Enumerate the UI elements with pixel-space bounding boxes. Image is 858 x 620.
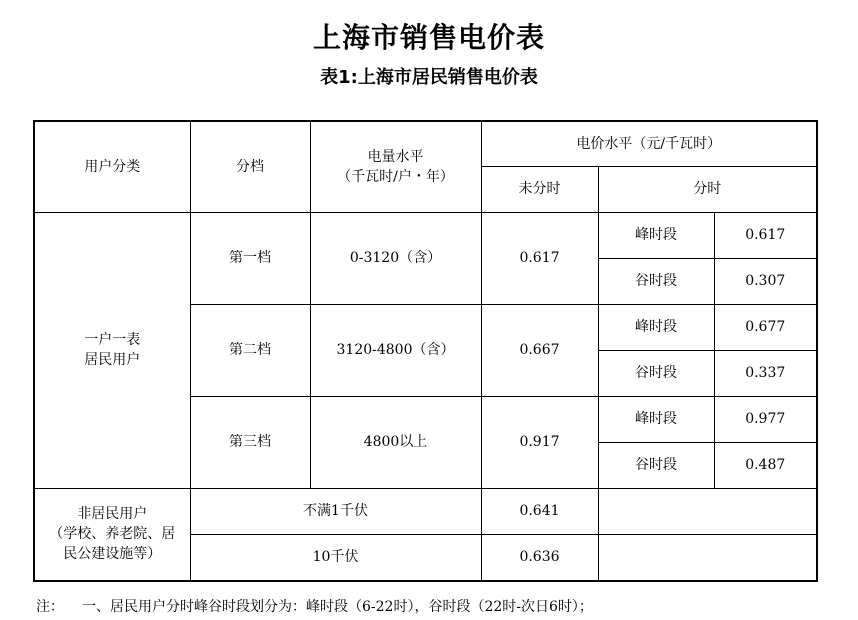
table-row	[34, 212, 817, 258]
non-residential-label-line2: （学校、养老院、居	[49, 526, 176, 543]
tier-flat-price: 0.667	[481, 304, 598, 396]
header-user-category: 用户分类	[34, 121, 190, 212]
footnote	[36, 596, 593, 616]
capacity-label: 不满1千伏	[190, 488, 481, 534]
tier-name: 第三档	[190, 396, 310, 488]
header-usage	[310, 121, 481, 212]
header-usage-line1: 电量水平	[367, 148, 424, 165]
valley-label: 谷时段	[598, 442, 714, 488]
footnote-text: 一、居民用户分时峰谷时段划分为：峰时段（6-22时），谷时段（22时-次日6时）；	[82, 599, 593, 615]
tier-range: 4800以上	[310, 396, 481, 488]
header-usage-line2: （千瓦时/户・年）	[337, 168, 454, 185]
table-subtitle: 表1:上海市居民销售电价表	[320, 67, 538, 88]
tariff-table	[33, 120, 818, 582]
tier-range: 0-3120（含）	[310, 212, 481, 304]
peak-price: 0.677	[714, 304, 817, 350]
non-residential-flat-price: 0.641	[481, 488, 598, 534]
empty-tou-cell	[598, 534, 817, 581]
tier-flat-price: 0.917	[481, 396, 598, 488]
valley-label: 谷时段	[598, 258, 714, 304]
peak-price: 0.977	[714, 396, 817, 442]
tier-name: 第一档	[190, 212, 310, 304]
non-residential-label	[34, 488, 190, 581]
empty-tou-cell	[598, 488, 817, 534]
non-residential-flat-price: 0.636	[481, 534, 598, 581]
valley-price: 0.307	[714, 258, 817, 304]
capacity-label: 10千伏	[190, 534, 481, 581]
tier-name: 第二档	[190, 304, 310, 396]
page-title: 上海市销售电价表	[312, 21, 545, 54]
peak-label: 峰时段	[598, 396, 714, 442]
residential-label	[34, 212, 190, 488]
valley-label: 谷时段	[598, 350, 714, 396]
table-row	[34, 488, 817, 534]
non-residential-label-line3: 民公建设施等）	[63, 546, 162, 563]
header-tier: 分档	[190, 121, 310, 212]
non-residential-label-line1: 非居民用户	[77, 506, 148, 523]
header-price-level: 电价水平（元/千瓦时）	[481, 121, 817, 166]
tier-range: 3120-4800（含）	[310, 304, 481, 396]
tier-flat-price: 0.617	[481, 212, 598, 304]
footnote-prefix: 注：	[36, 599, 64, 615]
header-row-1	[34, 121, 817, 166]
peak-label: 峰时段	[598, 304, 714, 350]
header-tou: 分时	[598, 166, 817, 212]
peak-label: 峰时段	[598, 212, 714, 258]
residential-label-line1: 一户一表	[84, 332, 141, 348]
valley-price: 0.337	[714, 350, 817, 396]
valley-price: 0.487	[714, 442, 817, 488]
residential-label-line2: 居民用户	[84, 352, 141, 368]
peak-price: 0.617	[714, 212, 817, 258]
header-non-tou: 未分时	[481, 166, 598, 212]
